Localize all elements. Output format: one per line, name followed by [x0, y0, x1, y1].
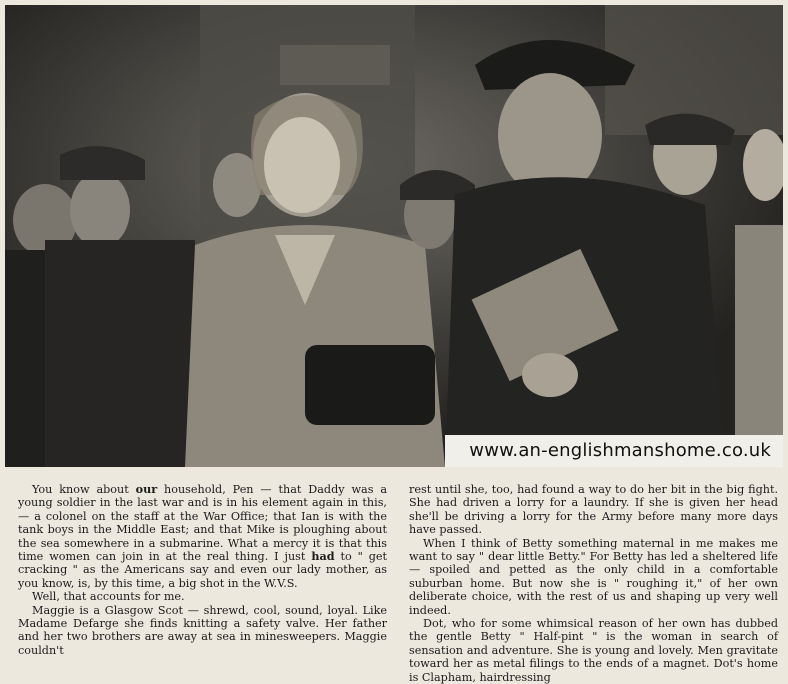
- photo-scene: [5, 5, 783, 467]
- emphasis-text: our: [135, 482, 158, 496]
- paragraph: When I think of Betty something maternal in me makes me want to say " dear little Betty." For Betty has led a sheltered life — spoiled and petted as the only child in a comfortable suburban home. But now she is " roughing it," of her own deliberate choice, with the rest of us and shaping up very well indeed.: [409, 536, 778, 617]
- text-run: You know about: [32, 483, 136, 496]
- article-column-left: [18, 482, 388, 657]
- text-run: household, Pen — that Daddy was a young soldier in the last war and is in his element again in this, — a colonel on the staff at the War Office; that Ian is with the tank boys in the Middle East; and that Mike is ploughing about the sea somewhere in a submarine. What a mercy it is that this time women can join in at the real thing. I just: [18, 483, 388, 564]
- paragraph: Well, that accounts for me.: [32, 590, 185, 604]
- paragraph: Dot, who for some whimsical reason of her own has dubbed the gentle Betty " Half-pint " is the woman in search of sensation and adventure. She is young and lovely. Men gravitate toward her as metal filings to the ends of a magnet. Dot's home is Clapham, hairdressing: [409, 617, 778, 684]
- paragraph: [18, 483, 387, 590]
- text-run: to " get cracking " as the Americans say and even our lady mother, as you know, is, by this time, a big shot in the W.V.S.: [18, 550, 387, 590]
- article-body: [18, 482, 778, 684]
- paragraph: rest until she, too, had found a way to do her bit in the big fight. She had driven a lorry for a laundry. If she is given her head she'll be driving a lorry for the Army before many more days have passed.: [409, 483, 778, 537]
- photograph: [5, 5, 783, 467]
- article-column-right: [409, 483, 778, 684]
- watermark-text: www.an-englishmanshome.co.uk: [469, 440, 771, 461]
- emphasis-text: had: [311, 549, 335, 564]
- paragraph: Maggie is a Glasgow Scot — shrewd, cool, sound, loyal. Like Madame Defarge she finds knitting a safety valve. Her father and her two brothers are away at sea in minesweepers. Maggie couldn't: [18, 603, 387, 657]
